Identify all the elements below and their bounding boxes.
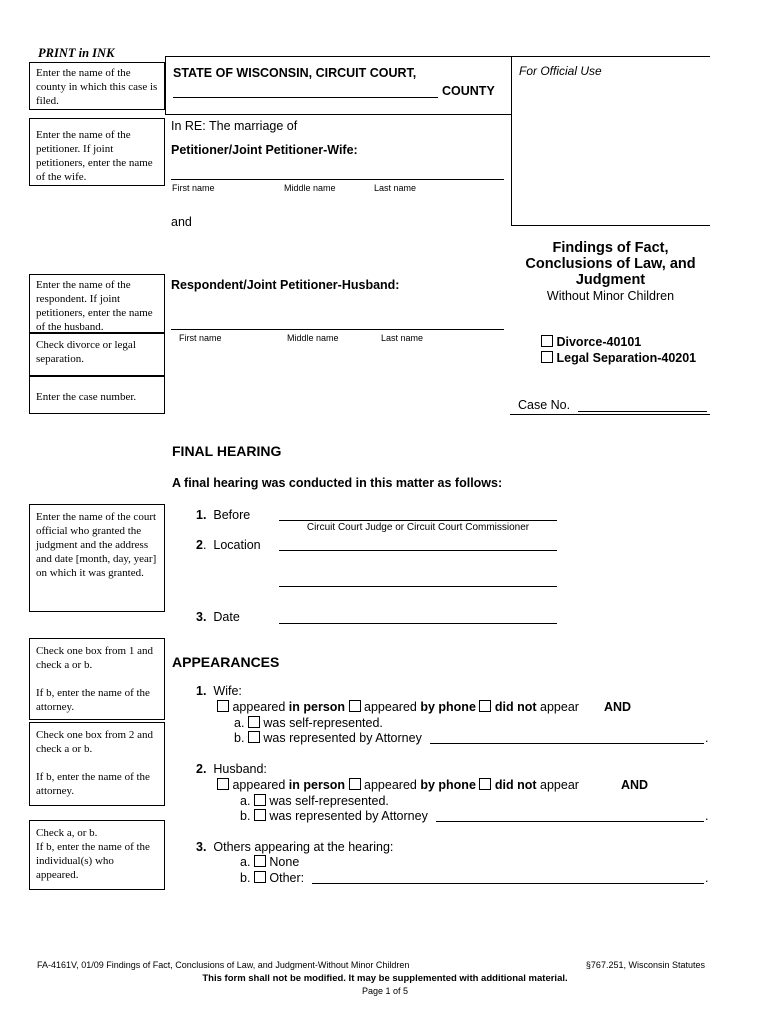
others-none-checkbox[interactable] [254, 855, 266, 867]
husband-row [196, 762, 267, 776]
note-wife-b: If b, enter the name of the attorney. [36, 687, 150, 713]
separation-checkbox[interactable] [541, 351, 553, 363]
location-field-line2[interactable] [279, 586, 557, 587]
husband-attorney-field[interactable] [436, 821, 704, 822]
county-name-field[interactable] [173, 97, 438, 98]
date-number: 3. [196, 610, 207, 624]
wife-did-not-label: did not [494, 700, 537, 714]
husband-label: Husband: [213, 762, 267, 776]
others-number: 3. [196, 840, 207, 854]
case-no-field[interactable] [578, 411, 707, 412]
husband-attorney-label: was represented by Attorney [269, 809, 428, 823]
husband-in-person-checkbox[interactable] [217, 778, 229, 790]
form-subtitle: Without Minor Children [546, 289, 675, 303]
print-in-ink-label: PRINT in INK [38, 46, 115, 60]
note-husband [29, 722, 165, 806]
others-other-field[interactable] [312, 883, 704, 884]
note-wife [29, 638, 165, 720]
location-number: 2 [196, 538, 203, 552]
others-a-letter: a. [240, 855, 251, 869]
husband-by-phone-checkbox[interactable] [349, 778, 361, 790]
wife-self-represented-checkbox[interactable] [248, 716, 260, 728]
county-label: COUNTY [442, 84, 495, 98]
petitioner-middle-name-caption: Middle name [284, 183, 336, 193]
in-re-label: In RE: The marriage of [171, 119, 298, 133]
husband-in-person-appeared: appeared [232, 778, 286, 792]
respondent-last-name-caption: Last name [381, 333, 424, 343]
note-wife-a: Check one box from 1 and check a or b. [36, 645, 153, 671]
note-divorce [29, 333, 165, 376]
before-label: Before [213, 508, 251, 522]
respondent-first-name-caption: First name [179, 333, 222, 343]
footer-page-number: Page 1 of 5 [361, 986, 409, 996]
note-husband-b: If b, enter the name of the attorney. [36, 771, 150, 797]
wife-by-phone-label: by phone [420, 700, 476, 714]
husband-attorney-period: . [705, 809, 709, 823]
wife-attorney-field[interactable] [430, 743, 704, 744]
wife-in-person-label: in person [288, 700, 346, 714]
note-petitioner [29, 118, 165, 186]
note-case-number [29, 376, 165, 414]
note-others [29, 820, 165, 890]
note-respondent [29, 274, 165, 333]
husband-self-represented-label: was self-represented. [269, 794, 389, 808]
others-none-label: None [269, 855, 300, 869]
divorce-option [541, 335, 641, 349]
wife-a-letter: a. [234, 716, 245, 730]
note-county [29, 62, 165, 110]
separation-option [541, 351, 696, 365]
others-row [196, 840, 393, 854]
wife-appear-label: appear [540, 700, 579, 714]
husband-number: 2. [196, 762, 207, 776]
note-divorce-text: Check divorce or legal separation. [36, 339, 136, 365]
others-label: Others appearing at the hearing: [213, 840, 394, 854]
location-label: Location [213, 538, 261, 552]
form-title [511, 240, 710, 288]
divorce-option-label: Divorce-40101 [556, 335, 642, 349]
wife-attorney-label: was represented by Attorney [263, 731, 422, 745]
husband-self-represented-checkbox[interactable] [254, 794, 266, 806]
wife-in-person-appeared: appeared [232, 700, 286, 714]
husband-option-b [240, 809, 428, 823]
wife-option-a [234, 716, 383, 730]
final-hearing-heading: FINAL HEARING [172, 443, 282, 459]
husband-attorney-checkbox[interactable] [254, 809, 266, 821]
footer-form-id: FA-4161V, 01/09 Findings of Fact, Conclusions of Law, and Judgment-Without Minor Children [37, 960, 410, 970]
note-official [29, 504, 165, 612]
wife-option-b [234, 731, 422, 745]
husband-did-not-appear-checkbox[interactable] [479, 778, 491, 790]
note-county-text: Enter the name of the county in which this case is filed. [36, 67, 158, 107]
respondent-name-field[interactable] [171, 329, 504, 330]
husband-in-person-label: in person [288, 778, 346, 792]
before-row [196, 508, 250, 522]
husband-appearance-options [217, 778, 579, 792]
others-other-checkbox[interactable] [254, 871, 266, 883]
others-option-a [240, 855, 299, 869]
official-use-label: For Official Use [519, 64, 602, 78]
petitioner-label: Petitioner/Joint Petitioner-Wife: [171, 143, 358, 157]
wife-did-not-appear-checkbox[interactable] [479, 700, 491, 712]
wife-number: 1. [196, 684, 207, 698]
and-label: and [171, 215, 192, 229]
wife-attorney-period: . [705, 731, 709, 745]
official-use-bottom-rule [511, 225, 710, 226]
wife-and-label: AND [604, 700, 632, 714]
footer-notice: This form shall not be modified. It may be supplemented with additional material. [202, 973, 568, 984]
case-no-label: Case No. [518, 398, 571, 412]
petitioner-first-name-caption: First name [172, 183, 215, 193]
before-number: 1. [196, 508, 207, 522]
petitioner-last-name-caption: Last name [374, 183, 417, 193]
husband-b-letter: b. [240, 809, 251, 823]
note-respondent-text: Enter the name of the respondent. If joint petitioners, enter the name of the husband. [36, 279, 153, 333]
wife-row [196, 684, 242, 698]
respondent-middle-name-caption: Middle name [287, 333, 339, 343]
note-case-number-text: Enter the case number. [36, 391, 137, 403]
note-others-line1: Check a, or b. [36, 827, 98, 839]
others-other-label: Other: [269, 871, 305, 885]
appearances-heading: APPEARANCES [172, 654, 280, 670]
others-b-letter: b. [240, 871, 251, 885]
note-official-text: Enter the name of the court official who granted the judgment and the address and date [month, day, year] on which it was granted. [36, 511, 157, 579]
husband-a-letter: a. [240, 794, 251, 808]
petitioner-name-field[interactable] [171, 179, 504, 180]
location-field-line1[interactable] [279, 550, 557, 551]
wife-in-person-checkbox[interactable] [217, 700, 229, 712]
wife-by-phone-appeared: appeared [364, 700, 417, 714]
others-option-b [240, 871, 304, 885]
form-title-line1: Findings of Fact, [552, 240, 669, 256]
separation-option-label: Legal Separation-40201 [556, 351, 697, 365]
note-others-line2: If b, enter the name of the individual(s) who appeared. [36, 841, 150, 881]
form-title-line3: Judgment [575, 272, 646, 288]
location-row: 2. Location [196, 538, 261, 552]
before-caption: Circuit Court Judge or Circuit Court Commissioner [306, 522, 530, 533]
before-field[interactable] [279, 520, 557, 521]
wife-b-letter: b. [234, 731, 245, 745]
husband-by-phone-label: by phone [420, 778, 476, 792]
husband-by-phone-appeared: appeared [364, 778, 417, 792]
case-no-rule [510, 414, 710, 415]
court-title: STATE OF WISCONSIN, CIRCUIT COURT, [173, 66, 417, 80]
note-husband-a: Check one box from 2 and check a or b. [36, 729, 153, 755]
husband-and-label: AND [621, 778, 649, 792]
official-use-left-rule [511, 56, 512, 226]
husband-did-not-label: did not [494, 778, 537, 792]
final-hearing-intro: A final hearing was conducted in this matter as follows: [172, 476, 503, 490]
wife-attorney-checkbox[interactable] [248, 731, 260, 743]
date-row [196, 610, 240, 624]
form-title-line2: Conclusions of Law, and [525, 256, 696, 272]
divorce-checkbox[interactable] [541, 335, 553, 347]
footer-statute: §767.251, Wisconsin Statutes [585, 960, 705, 970]
wife-by-phone-checkbox[interactable] [349, 700, 361, 712]
wife-label: Wife: [213, 684, 242, 698]
caption-mid-rule [165, 114, 511, 115]
husband-appear-label: appear [540, 778, 579, 792]
husband-option-a [240, 794, 389, 808]
respondent-label: Respondent/Joint Petitioner-Husband: [171, 278, 400, 292]
wife-self-represented-label: was self-represented. [263, 716, 383, 730]
others-period: . [705, 871, 709, 885]
date-label: Date [213, 610, 240, 624]
note-petitioner-text: Enter the name of the petitioner. If joint petitioners, enter the name of the wife. [36, 129, 153, 183]
date-field[interactable] [279, 623, 557, 624]
caption-top-rule [165, 56, 710, 57]
caption-left-rule [165, 56, 166, 114]
wife-appearance-options [217, 700, 579, 714]
